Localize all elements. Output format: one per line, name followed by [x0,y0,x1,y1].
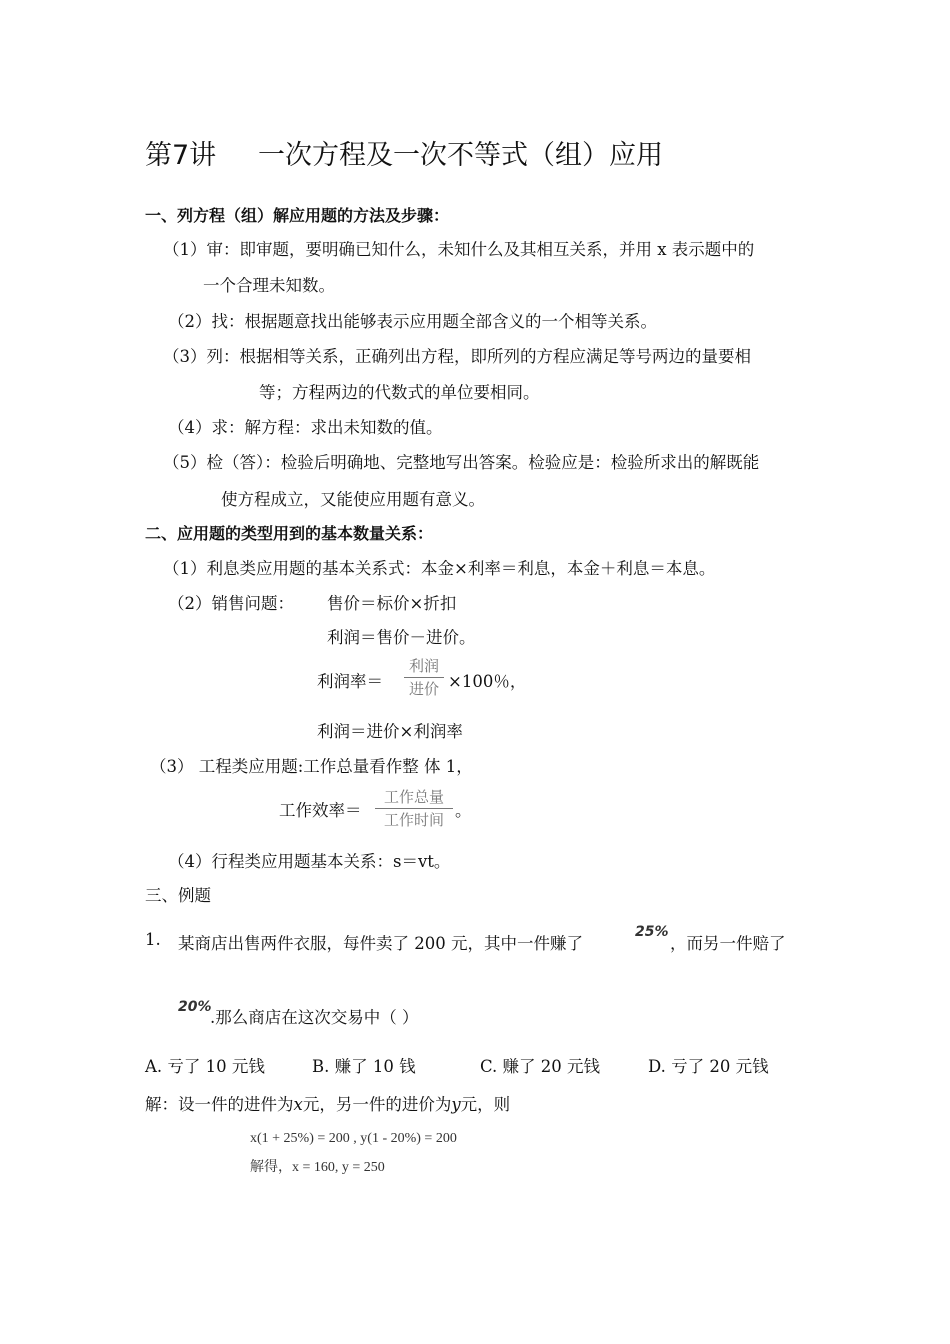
question-line2: .那么商店在这次交易中（ ） [210,1008,419,1027]
solution-text-b: 元，另一件的进价为 [302,1095,452,1114]
step1-line1: （1）审：即审题，要明确已知什么，未知什么及其相互关系，并用 x 表示题中的 [163,240,755,259]
section2-heading: 二、应用题的类型用到的基本数量关系： [145,524,434,543]
option-d: D. 亏了 20 元钱 [648,1057,769,1076]
step4: （4）求：解方程：求出未知数的值。 [168,418,443,437]
profit-formula: 利润＝进价×利润率 [317,722,463,741]
solution-text-a: 解：设一件的进件为 [145,1095,294,1114]
question-line1-a: 某商店出售两件衣服，每件卖了 200 元，其中一件赚了 [178,934,583,953]
section1-heading: 一、列方程（组）解应用题的方法及步骤： [145,206,450,225]
sales-formula-profit: 利润＝售价－进价。 [327,628,476,647]
efficiency-end: 。 [455,801,472,820]
step3-line2: 等；方程两边的代数式的单位要相同。 [259,383,540,402]
profit-rate-label: 利润率＝ [317,672,383,691]
equation-line1: x(1 + 25%) = 200 , y(1 - 20%) = 200 [250,1131,457,1146]
fraction-numerator: 利润 [408,657,439,675]
interest-relation: （1）利息类应用题的基本关系式：本金×利率＝利息，本金＋利息＝本息。 [163,559,716,578]
option-a: A. 亏了 10 元钱 [145,1057,265,1076]
lecture-number: 第7讲 [145,140,217,171]
page-title: 一次方程及一次不等式（组）应用 [258,140,663,171]
section3-heading: 三、例题 [145,886,211,905]
option-c: C. 赚了 20 元钱 [480,1057,601,1076]
fraction-numerator: 工作总量 [383,788,444,806]
profit-rate-multiplier: ×100％， [448,672,527,691]
step5-line2: 使方程成立，又能使应用题有意义。 [221,490,485,509]
profit-rate-fraction [404,656,444,699]
efficiency-fraction [375,787,453,830]
sales-formula-price: 售价＝标价×折扣 [327,594,457,613]
percent-25: 25% [635,924,669,940]
solution-intro [145,1091,510,1115]
option-b: B. 赚了 10 钱 [312,1057,416,1076]
travel-relation: （4）行程类应用题基本关系：s＝vt。 [168,852,451,871]
variable-y: y [451,1095,461,1114]
efficiency-label: 工作效率＝ [279,801,362,820]
fraction-bar [404,677,444,678]
fraction-denominator: 进价 [408,680,439,698]
equation-line2: 解得，x = 160, y = 250 [250,1160,385,1175]
fraction-denominator: 工作时间 [383,811,444,829]
sales-label: （2）销售问题： [168,594,294,613]
variable-x: x [293,1095,303,1114]
question-line1-b: ，而另一件赔了 [670,934,786,953]
fraction-bar [375,808,453,809]
step2: （2）找：根据题意找出能够表示应用题全部含义的一个相等关系。 [168,312,657,331]
step1-line2: 一个合理未知数。 [203,276,335,295]
step3-line1: （3）列：根据相等关系，正确列出方程，即所列的方程应满足等号两边的量要相 [163,347,751,366]
step5-line1: （5）检（答）：检验后明确地、完整地写出答案。检验应是：检验所求出的解既能 [163,453,760,472]
solution-text-c: 元，则 [460,1095,511,1114]
percent-20: 20% [178,999,212,1015]
question-number: 1. [145,930,161,949]
engineering-relation: （3） 工程类应用题:工作总量看作整 体 1， [150,757,473,776]
